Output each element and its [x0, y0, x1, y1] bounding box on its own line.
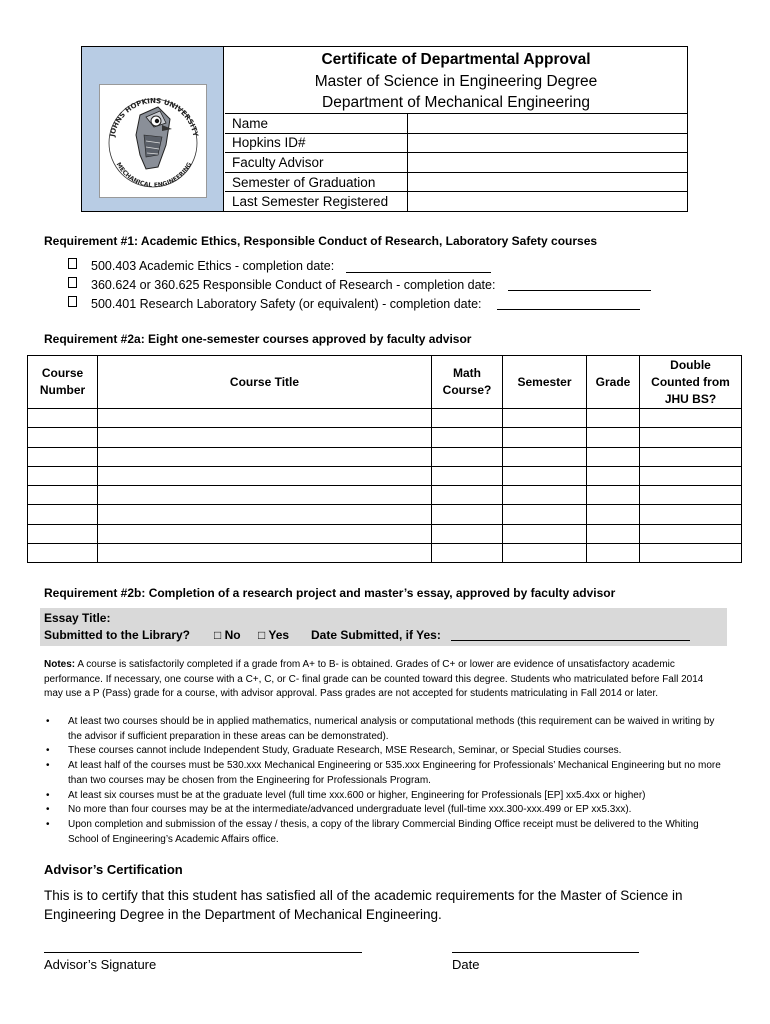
table-row: [28, 447, 742, 466]
date-label: Date: [452, 957, 480, 972]
cell[interactable]: [432, 409, 503, 428]
date-line[interactable]: [452, 952, 639, 953]
cell[interactable]: [28, 524, 98, 543]
cell[interactable]: [640, 544, 742, 563]
certification-text: This is to certify that this student has satisfied all of the academic requirements for the Master of Science in Engineering Degree in the Department of Mechanical Engineering.: [44, 888, 683, 922]
cell[interactable]: [432, 544, 503, 563]
list-item: • At least two courses should be in applied mathematics, numerical analysis or computational methods (this requirement can be waived in writing by the advisor if sufficient preparation in these areas can be demonstrated).: [46, 716, 715, 742]
cell[interactable]: [98, 544, 432, 563]
cell[interactable]: [28, 486, 98, 505]
advisor-signature-label: Advisor’s Signature: [44, 957, 157, 972]
cell[interactable]: [640, 428, 742, 447]
table-row: [28, 505, 742, 524]
req1-checkbox-2[interactable]: [68, 277, 77, 288]
cell[interactable]: [98, 409, 432, 428]
req1-checkbox-3[interactable]: [68, 296, 77, 307]
field-label-name: Name: [225, 114, 408, 134]
col-grade: Grade: [587, 356, 640, 409]
svg-text:MECHANICAL ENGINEERING: MECHANICAL ENGINEERING: [114, 161, 194, 190]
cell[interactable]: [640, 524, 742, 543]
cell[interactable]: [587, 486, 640, 505]
cell[interactable]: [98, 486, 432, 505]
advisor-certification-heading: Advisor’s Certification: [44, 862, 183, 877]
list-item: • No more than four courses may be at the intermediate/advanced undergraduate level (full-time xxx.300-xxx.499 or EP xx5.3xx).: [46, 804, 632, 816]
date-submitted-label: Date Submitted, if Yes:: [311, 628, 441, 642]
table-row: [28, 466, 742, 485]
col-course-title: Course Title: [98, 356, 432, 409]
title-line-1: Certificate of Departmental Approval: [321, 51, 591, 68]
req1-checkbox-1[interactable]: [68, 258, 77, 269]
advisor-signature-line[interactable]: [44, 952, 362, 953]
yes-checkbox[interactable]: □: [258, 628, 266, 642]
field-input-hopkins-id[interactable]: [408, 133, 688, 153]
table-row: [28, 428, 742, 447]
cell[interactable]: [503, 428, 587, 447]
title-line-2: Master of Science in Engineering Degree: [314, 72, 598, 90]
field-label-faculty-advisor: Faculty Advisor: [225, 153, 408, 173]
student-info-table: [225, 113, 687, 211]
list-item: • Upon completion and submission of the essay / thesis, a copy of the library Commercial Binding Office receipt must be delivered to the Whiting School of Engineering’s Academic Affairs office.: [46, 818, 699, 845]
req1-item-1: 500.403 Academic Ethics - completion date:: [91, 259, 335, 273]
table-row: [28, 486, 742, 505]
req1-date-line-2[interactable]: [508, 290, 651, 291]
header-block: [81, 46, 688, 212]
notes-text: A course is satisfactorily completed if a grade from A+ to B- is obtained. Grades of C+ or lower are evidence of unsatisfactory academic performance. If necessary, one course with a C+, C, or C- final grade can be counted toward this degree. Students who matriculated before Fall 2014 may use a P (Pass) grade for a course, with advisor approval. Pass grades are not accepted for students matriculating in Fall 2014 or later.: [44, 659, 704, 699]
bluejay-icon: [136, 107, 172, 169]
cell[interactable]: [640, 486, 742, 505]
certificate-title: [225, 49, 687, 114]
cell[interactable]: [503, 505, 587, 524]
col-math-course: Math Course?: [432, 356, 503, 409]
cell[interactable]: [432, 486, 503, 505]
cell[interactable]: [28, 505, 98, 524]
cell[interactable]: [640, 466, 742, 485]
cell[interactable]: [28, 428, 98, 447]
cell[interactable]: [503, 544, 587, 563]
cell[interactable]: [587, 409, 640, 428]
cell[interactable]: [503, 486, 587, 505]
list-item: • At least half of the courses must be 530.xxx Mechanical Engineering or 535.xxx Engineering for Professionals’ Mechanical Engineering but no more than two courses may be chosen from the Engineering for Professionals Program.: [46, 760, 721, 786]
no-option[interactable]: □ No: [214, 628, 241, 642]
cell[interactable]: [28, 544, 98, 563]
no-checkbox[interactable]: □: [214, 628, 222, 642]
cell[interactable]: [640, 409, 742, 428]
course-table-header: [28, 356, 742, 409]
field-label-hopkins-id: Hopkins ID#: [225, 133, 408, 153]
logo-cell: [82, 47, 224, 211]
cell[interactable]: [640, 447, 742, 466]
notes-bullet-list: [44, 715, 724, 847]
university-logo: [99, 84, 207, 198]
date-submitted-line[interactable]: [451, 640, 690, 641]
field-input-last-semester[interactable]: [408, 192, 688, 211]
cell[interactable]: [503, 409, 587, 428]
col-course-number: Course Number: [28, 356, 98, 409]
cell[interactable]: [98, 505, 432, 524]
field-input-name[interactable]: [408, 114, 688, 134]
cell[interactable]: [587, 544, 640, 563]
req1-date-line-1[interactable]: [346, 272, 491, 273]
req2b-heading: Requirement #2b: Completion of a research project and master’s essay, approved by faculty advisor: [44, 586, 616, 600]
cell[interactable]: [432, 505, 503, 524]
list-item: • These courses cannot include Independent Study, Graduate Research, MSE Research, Seminar, or Special Studies courses.: [46, 745, 622, 757]
cell[interactable]: [98, 447, 432, 466]
cell[interactable]: [503, 447, 587, 466]
essay-title-label: Essay Title:: [44, 611, 111, 625]
table-row: [28, 524, 742, 543]
req1-heading: Requirement #1: Academic Ethics, Responsible Conduct of Research, Laboratory Safety courses: [44, 234, 598, 248]
submitted-label: Submitted to the Library?: [44, 628, 191, 642]
req1-item-2: 360.624 or 360.625 Responsible Conduct of Research - completion date:: [91, 278, 496, 292]
cell[interactable]: [98, 428, 432, 447]
list-item: • At least six courses must be at the graduate level (full time xxx.600 or higher, Engineering for Professionals [EP] xx5.4xx or higher): [46, 789, 646, 801]
svg-text:JOHNS HOPKINS UNIVERSITY: JOHNS HOPKINS UNIVERSITY: [108, 96, 200, 138]
cell[interactable]: [28, 409, 98, 428]
cell[interactable]: [587, 428, 640, 447]
cell[interactable]: [432, 466, 503, 485]
cell[interactable]: [587, 466, 640, 485]
course-table: [27, 355, 742, 563]
cell[interactable]: [432, 428, 503, 447]
cell[interactable]: [587, 524, 640, 543]
yes-option[interactable]: □ Yes: [258, 628, 290, 642]
table-row: [28, 544, 742, 563]
notes-label: Notes:: [44, 659, 76, 670]
field-input-semester-graduation[interactable]: [408, 172, 688, 192]
cell[interactable]: [28, 466, 98, 485]
cell[interactable]: [587, 505, 640, 524]
cell[interactable]: [98, 466, 432, 485]
req2a-heading: Requirement #2a: Eight one-semester courses approved by faculty advisor: [44, 332, 472, 346]
essay-box: [40, 608, 727, 646]
cell[interactable]: [28, 447, 98, 466]
req1-date-line-3[interactable]: [497, 309, 640, 310]
req1-item-3: 500.401 Research Laboratory Safety (or equivalent) - completion date:: [91, 297, 482, 311]
field-label-last-semester: Last Semester Registered: [225, 192, 408, 211]
field-label-semester-graduation: Semester of Graduation: [225, 172, 408, 192]
cell[interactable]: [503, 466, 587, 485]
cell[interactable]: [587, 447, 640, 466]
table-row: [28, 409, 742, 428]
field-input-faculty-advisor[interactable]: [408, 153, 688, 173]
title-line-3: Department of Mechanical Engineering: [322, 94, 590, 111]
notes-paragraph: [44, 658, 724, 702]
cell[interactable]: [98, 524, 432, 543]
cell[interactable]: [640, 505, 742, 524]
cell[interactable]: [503, 524, 587, 543]
col-semester: Semester: [503, 356, 587, 409]
col-double-counted: Double Counted from JHU BS?: [640, 356, 742, 409]
cell[interactable]: [432, 524, 503, 543]
cell[interactable]: [432, 447, 503, 466]
